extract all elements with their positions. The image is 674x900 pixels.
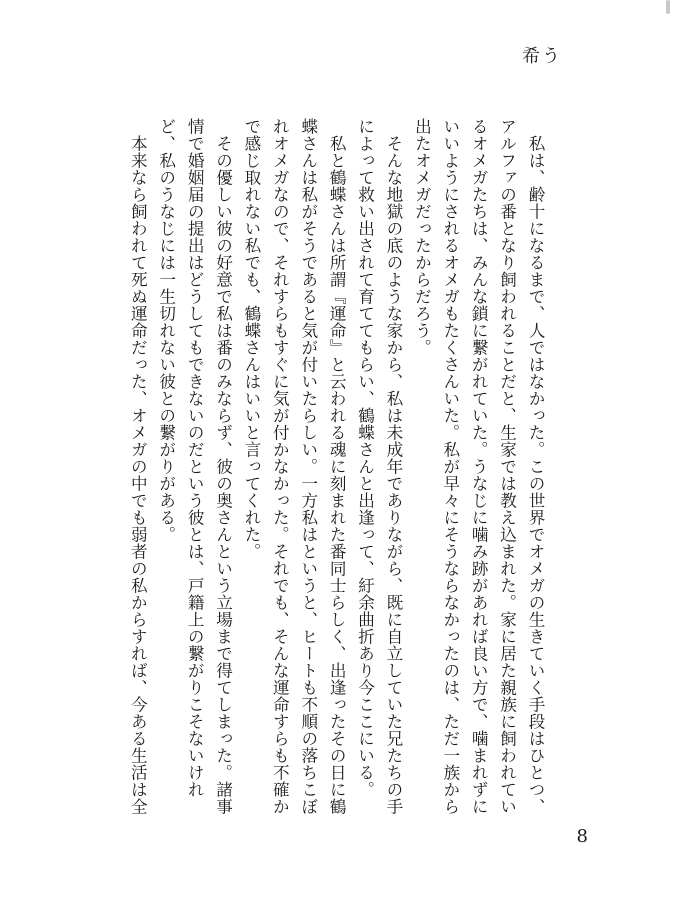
scroll-indicator[interactable] (666, 0, 670, 14)
paragraph: その優しい彼の好意で私は番のみならず、彼の奥さんという立場まで得てしまった。諸事情で婚姻届の提出はどうしてもできないのだという彼とは、戸籍上の繋がりこそないけれど、私のうなじには一生切れない彼との繋がりがある。 (156, 118, 233, 815)
page-number: 8 (576, 826, 588, 847)
body-text (129, 118, 549, 818)
paragraph: 本来なら飼われて死ぬ運命だった、オメガの中でも弱者の私からすれば、今ある生活は全 (128, 134, 148, 815)
paragraph: そんな地獄の底のような家から、私は未成年でありながら、既に自立していた兄たちの手によって救い出されて育ててもらい、鶴蝶さんと出逢って、紆余曲折あり今ここにいる。 (355, 118, 403, 815)
paragraph: 私と鶴蝶さんは所謂『運命』と云われる魂に刻まれた番同士らしく、出逢ったその日に鶴蝶さんは私がそうであると気が付いたらしい。一方私はというと、ヒートも不順の落ちこぼれオメガなので、それすらもすぐに気が付かなかった。それでも、そんな運命すらも不確かで感じ取れない私でも、鶴蝶さんはいいと言ってくれた。 (241, 118, 347, 815)
paragraph: 私は、齢十になるまで、人ではなかった。この世界でオメガの生きていく手段はひとつ、アルファの番となり飼われることだと、生家では教え込まれた。家に居た親族に飼われているオメガたちは、みんな鎖に繋がれていた。うなじに噛み跡があれば良い方で、噛まれずにいいようにされるオメガもたくさんいた。私が早々にそうならなかったのは、ただ一族から出たオメガだったからだろう。 (412, 118, 545, 815)
chapter-title: 希う (522, 46, 562, 67)
